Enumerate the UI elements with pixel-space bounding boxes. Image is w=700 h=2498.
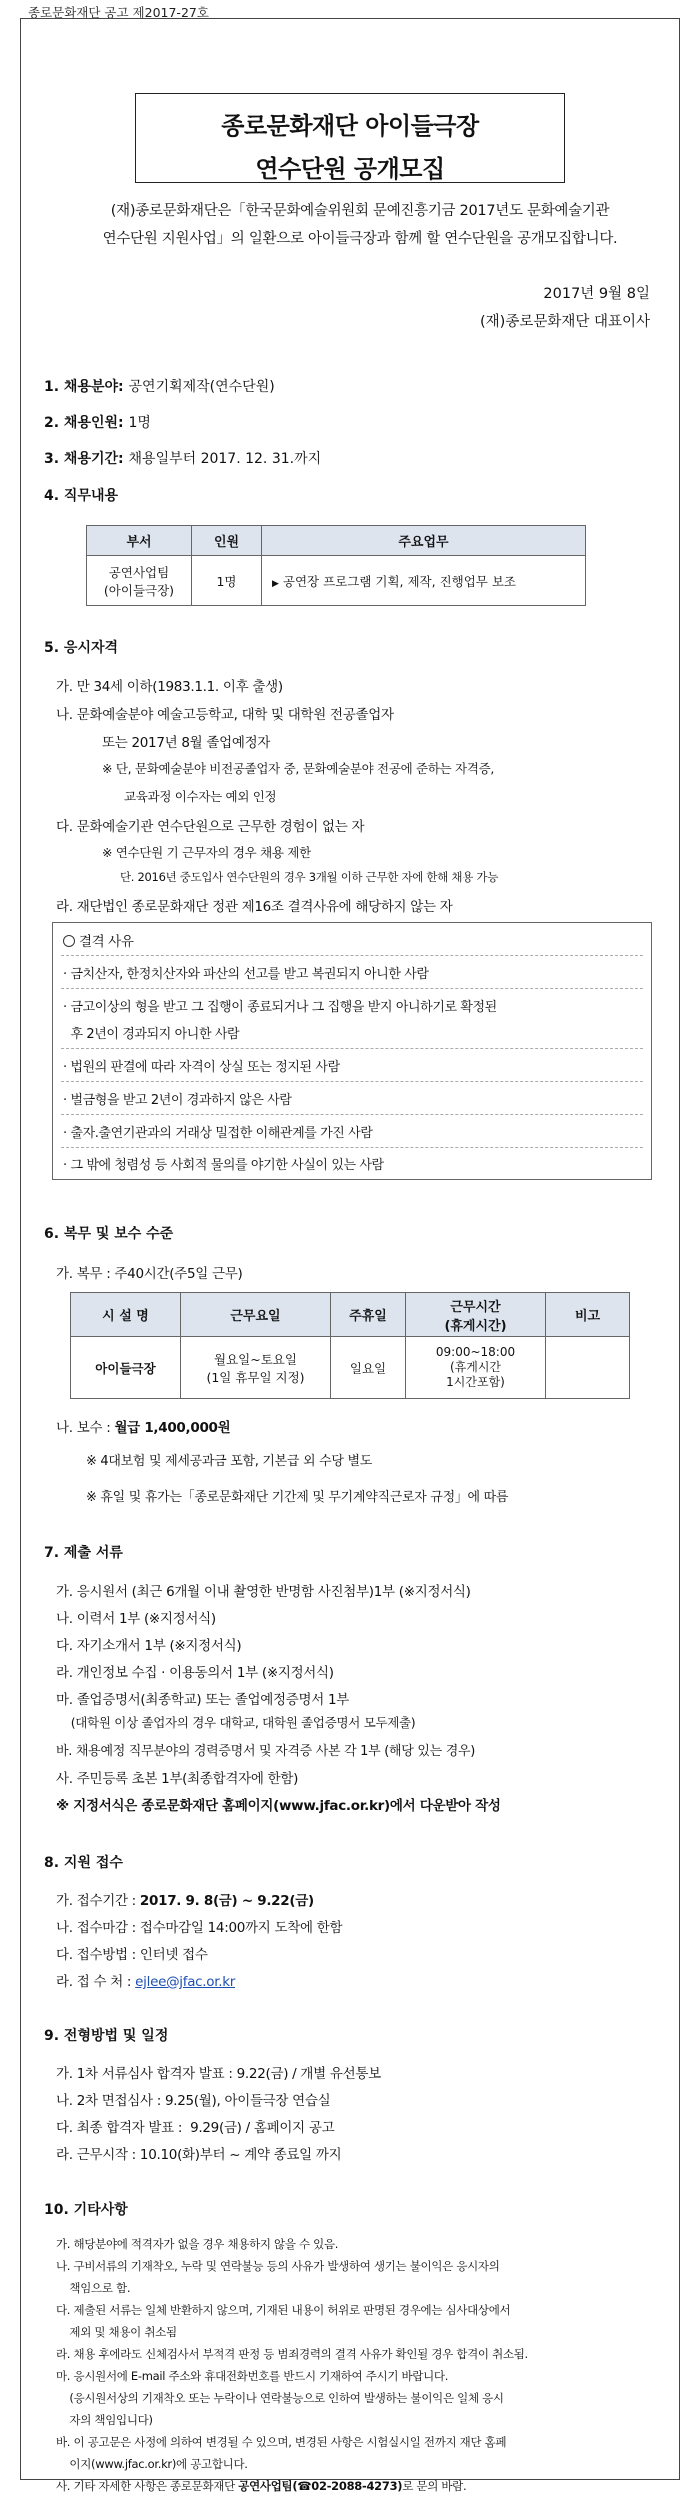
s6-item-ga: 가. 복무 : 주40시간(주5일 근무) [56,1266,243,1282]
disqualification-box [52,922,652,1180]
section-3 [44,448,321,468]
divider [61,988,643,989]
section-1-value: 공연기획제작(연수단원) [128,379,275,395]
section-1-label: 1. 채용분야: [44,379,129,395]
work-header-note: 비고 [546,1293,630,1337]
s10-item: 가. 해당분야에 적격자가 없을 경우 채용하지 않을 수 있음. [56,2237,339,2251]
work-header-time-line-1: 근무시간 [450,1299,501,1315]
work-holiday: 일요일 [331,1337,406,1399]
s9-item: 다. 최종 합격자 발표 : 9.29(금) / 홈페이지 공고 [56,2120,335,2136]
duty-dept-line-1: 공연사업팀 [108,564,170,580]
s10-item: 책임으로 함. [56,2281,131,2295]
work-facility: 아이들극장 [71,1337,181,1399]
section-2-label: 2. 채용인원: [44,415,129,431]
date-block [480,280,650,336]
issuer: (재)종로문화재단 대표이사 [480,314,650,330]
s5-item-na-note-2: 교육과정 이수자는 예외 인정 [124,789,277,804]
s10-last-prefix: 사. 기타 자세한 사항은 종로문화재단 [56,2479,239,2493]
circle-icon [63,935,75,947]
work-time-line-2: (휴게시간 [449,1360,502,1374]
box-item: · 금치산자, 한정치산자와 파산의 선고를 받고 복권되지 아니한 사람 [63,967,429,982]
s9-item: 가. 1차 서류심사 합격자 발표 : 9.22(금) / 개별 유선통보 [56,2066,381,2082]
s8-contact-label: 라. 접 수 처 : [56,1974,136,1990]
s5-item-da-note-2: 단. 2016년 중도입사 연수단원의 경우 3개월 이하 근무한 자에 한해 채용 가능 [120,870,498,884]
s5-item-da: 다. 문화예술기관 연수단원으로 근무한 경험이 없는 자 [56,819,365,835]
divider [61,1048,643,1049]
s10-item: 자의 책임입니다) [56,2413,153,2427]
intro-line-1: (재)종로문화재단은「한국문화예술위원회 문예진흥기금 2017년도 문화예술기관 [110,203,610,219]
s8-item-ga [56,1889,314,1909]
s8-period-value: 2017. 9. 8(금) ~ 9.22(금) [139,1893,314,1909]
s8-item-ra [56,1970,235,1990]
section-3-value: 채용일부터 2017. 12. 31.까지 [128,451,322,467]
s9-item: 나. 2차 면접심사 : 9.25(월), 아이들극장 연습실 [56,2093,331,2109]
box-item: · 금고이상의 형을 받고 그 집행이 종료되거나 그 집행을 받지 아니하기로 확정된 [63,1000,497,1015]
section-8-title: 8. 지원 접수 [44,1855,123,1871]
s8-period-label: 가. 접수기간 : [56,1893,140,1909]
divider [61,1114,643,1115]
s8-item-da: 다. 접수방법 : 인터넷 접수 [56,1947,208,1963]
work-header-facility: 시 설 명 [71,1293,181,1337]
section-6-title: 6. 복무 및 보수 수준 [44,1226,174,1242]
s10-item: 제외 및 채용이 취소됨 [56,2325,177,2339]
box-title-text: 결격 사유 [79,934,134,950]
notice-number: 종로문화재단 공고 제2017-27호 [28,5,209,20]
s10-item: 바. 이 공고문은 사정에 의하여 변경될 수 있으며, 변경된 사항은 시험실시일 전까지 재단 홈페 [56,2435,507,2449]
work-time [406,1337,546,1399]
work-header-days: 근무요일 [181,1293,331,1337]
s6-note-1: ※ 4대보험 및 제세공과금 포함, 기본급 외 수당 별도 [86,1454,372,1469]
duty-header-count: 인원 [192,526,262,556]
page-title: 종로문화재단 아이들극장 [221,112,479,140]
work-days-line-2: (1일 휴무일 지정) [206,1369,305,1385]
duty-dept-line-2: (아이들극장) [103,582,175,598]
s10-contact: 공연사업팀(☎02-2088-4273) [238,2479,403,2493]
duty-header-duty: 주요업무 [262,526,586,556]
divider [61,1081,643,1082]
intro-line-2: 연수단원 지원사업」의 일환으로 아이들극장과 함께 할 연수단원을 공개모집합니다. [102,231,618,247]
box-item: · 법원의 판결에 따라 자격이 상실 또는 정지된 사람 [63,1060,340,1075]
box-item: · 그 밖에 청렴성 등 사회적 물의를 야기한 사실이 있는 사람 [63,1158,384,1173]
work-time-line-1: 09:00~18:00 [435,1345,516,1359]
section-10-title: 10. 기타사항 [44,2202,128,2218]
s9-item: 라. 근무시작 : 10.10(화)부터 ~ 계약 종료일 까지 [56,2147,342,2163]
duty-desc-text: 공연장 프로그램 기획, 제작, 진행업무 보조 [282,573,516,589]
intro-text [60,197,660,253]
work-days [181,1337,331,1399]
duty-count: 1명 [192,556,262,606]
s7-item: 다. 자기소개서 1부 (※지정서식) [56,1638,242,1654]
page-subtitle: 연수단원 공개모집 [255,155,445,183]
s10-item: 이지(www.jfac.or.kr)에 공고합니다. [56,2457,248,2471]
s5-item-ra: 라. 재단법인 종로문화재단 정관 제16조 결격사유에 해당하지 않는 자 [56,899,453,915]
section-3-label: 3. 채용기간: [44,451,129,467]
work-header-time [406,1293,546,1337]
work-header-time-line-2: (휴게시간) [444,1318,507,1334]
s10-item: (응시원서상의 기재착오 또는 누락이나 연락불능으로 인하여 발생하는 불이익은 일체 응시 [56,2391,504,2405]
box-title [63,930,133,950]
s10-item: 나. 구비서류의 기재착오, 누락 및 연락불능 등의 사유가 발생하여 생기는 불이익은 응시자의 [56,2259,500,2273]
work-note [546,1337,630,1399]
s5-item-da-note-1: ※ 연수단원 기 근무자의 경우 채용 제한 [102,845,311,860]
section-2-value: 1명 [128,415,151,431]
duty-table [86,525,586,606]
s5-item-na-sub: 또는 2017년 8월 졸업예정자 [102,735,271,751]
s5-item-ga: 가. 만 34세 이하(1983.1.1. 이후 출생) [56,679,283,695]
s10-item: 라. 채용 후에라도 신체검사서 부적격 판정 등 범죄경력의 결격 사유가 확인될 경우 합격이 취소됨. [56,2347,528,2361]
s7-item: 나. 이력서 1부 (※지정서식) [56,1611,216,1627]
duty-dept [87,556,192,606]
s10-last-suffix: 로 문의 바람. [402,2479,467,2493]
s10-item: 다. 제출된 서류는 일체 반환하지 않으며, 기재된 내용이 허위로 판명된 경우에는 심사대상에서 [56,2303,511,2317]
s6-salary-label: 나. 보수 : [56,1420,115,1436]
work-time-line-3: 1시간포함) [446,1375,505,1389]
s7-item: (대학원 이상 졸업자의 경우 대학교, 대학원 졸업증명서 모두제출) [56,1715,416,1730]
duty-desc [262,556,586,606]
s7-item: 마. 졸업증명서(최종학교) 또는 졸업예정증명서 1부 [56,1692,349,1708]
section-7-title: 7. 제출 서류 [44,1545,123,1561]
work-header-holiday: 주휴일 [331,1293,406,1337]
s6-item-na [56,1416,230,1436]
s6-note-2: ※ 휴일 및 휴가는「종로문화재단 기간제 및 무기계약직근로자 규정」에 따름 [86,1490,509,1505]
divider [61,1147,643,1148]
s5-item-na-note-1: ※ 단, 문화예술분야 비전공졸업자 중, 문화예술분야 전공에 준하는 자격증, [102,761,495,776]
section-1 [44,376,275,396]
title-box [135,93,565,183]
divider [61,955,643,956]
s7-item: 가. 응시원서 (최근 6개월 이내 촬영한 반명함 사진첨부)1부 (※지정서식) [56,1584,471,1600]
triangle-bullet-icon: ▶ [272,578,279,589]
s7-bold-note: ※ 지정서식은 종로문화재단 홈페이지(www.jfac.or.kr)에서 다운받아 작성 [56,1798,501,1814]
box-item: · 벌금형을 받고 2년이 경과하지 않은 사람 [63,1093,292,1108]
work-table [70,1292,630,1399]
s7-item: 사. 주민등록 초본 1부(최종합격자에 한함) [56,1771,299,1787]
s8-item-na: 나. 접수마감 : 접수마감일 14:00까지 도착에 한함 [56,1920,343,1936]
work-days-line-1: 월요일~토요일 [214,1351,297,1367]
s10-item: 마. 응시원서에 E-mail 주소와 휴대전화번호를 반드시 기재하여 주시기 바랍니다. [56,2369,449,2383]
notice-date: 2017년 9월 8일 [543,286,650,302]
s5-item-na: 나. 문화예술분야 예술고등학교, 대학 및 대학원 전공졸업자 [56,707,394,723]
email-link[interactable]: ejlee@jfac.or.kr [135,1974,236,1990]
duty-header-dept: 부서 [87,526,192,556]
s7-item: 라. 개인정보 수집 · 이용동의서 1부 (※지정서식) [56,1665,334,1681]
s10-last-item [56,2478,466,2494]
box-item: 후 2년이 경과되지 아니한 사람 [63,1027,240,1042]
section-5-title: 5. 응시자격 [44,640,119,656]
section-2 [44,412,151,432]
box-item: · 출자.출연기관과의 거래상 밀접한 이해관계를 가진 사람 [63,1126,373,1141]
s6-salary-value: 월급 1,400,000원 [114,1420,231,1436]
section-4-title: 4. 직무내용 [44,488,119,504]
section-9-title: 9. 전형방법 및 일정 [44,2028,169,2044]
s7-item: 바. 채용예정 직무분야의 경력증명서 및 자격증 사본 각 1부 (해당 있는 경우) [56,1744,475,1759]
